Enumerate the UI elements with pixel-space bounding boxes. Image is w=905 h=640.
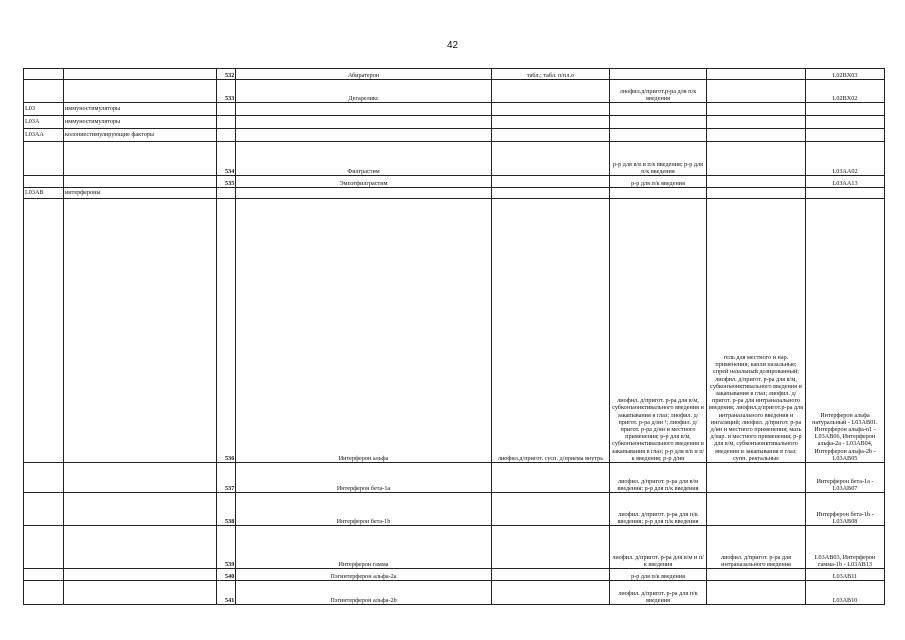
atc-cell (806, 188, 885, 199)
form-2-cell (610, 188, 707, 199)
item-number: 535 (217, 176, 236, 188)
form-column-2: лиофил. д/пригот. р-ра для в/м, субконъюнктивального введения и закапывания в глаз; лиофил. д/пригот. р-ра д/ин ¹; лиофил. д/пригот. р-ра д/ин и местного применения; р-р для в/м, субконъюнктивального введения и закапывания в глаз; р-р для в/в и п/к введения; р-р д/ин (610, 199, 707, 463)
drug-row (24, 80, 885, 103)
form-column-3: гель для местного и нар. применения; капли назальные; спрей назальный дозированный; лиофил. д/пригот. р-ра для в/м, субконъюнктивального введения и закапывания в глаз; лиофил. д/пригот. р-ра для интраназального введения; лиофил.д/пригот.р-ра для интраназального введения и ингаляций; лиофил. д/пригот. р-ра д/ин и местного применения; мазь д/нар. и местного применения; р-р для в/м, субконъюнктивального введения и закапывания в глаз; супп. ректальные (707, 199, 806, 463)
group-row (24, 116, 885, 129)
drug-row (24, 526, 885, 569)
atc-group-code: L03AB (24, 188, 64, 199)
group-row (24, 129, 885, 142)
form-1-cell (492, 188, 610, 199)
form-column-3 (707, 142, 806, 176)
form-column-2 (610, 69, 707, 80)
atc-code: L02BX02 (806, 80, 885, 103)
atc-code: L03AB03, Интерферон гамма-1b - L03AB13 (806, 526, 885, 569)
drug-name: Филграстим (236, 142, 492, 176)
drug-table-body (24, 69, 885, 605)
drug-name-cell (236, 188, 492, 199)
form-2-cell (610, 129, 707, 142)
form-column-2: р-р для п/к введения (610, 176, 707, 188)
atc-code: L02BX03 (806, 69, 885, 80)
num-cell (217, 103, 236, 116)
num-cell (217, 188, 236, 199)
form-column-3 (707, 569, 806, 581)
atc-group-code (24, 493, 64, 526)
drug-name: Дегареликс (236, 80, 492, 103)
form-column-1 (492, 142, 610, 176)
item-number: 539 (217, 526, 236, 569)
form-column-3 (707, 80, 806, 103)
atc-cell (806, 116, 885, 129)
atc-group-name: колониестимулирующие факторы (64, 129, 217, 142)
atc-group-code (24, 80, 64, 103)
atc-group-name: иммуностимуляторы (64, 103, 217, 116)
form-column-2: р-р для п/к введения (610, 569, 707, 581)
num-cell (217, 116, 236, 129)
drug-name: Эмпэгфилграстим (236, 176, 492, 188)
form-column-2: лиофил. д/пригот. р-ра для п/к введения; р-р для п/к введения (610, 493, 707, 526)
form-column-3 (707, 581, 806, 605)
drug-name: Пэгинтерферон альфа-2a (236, 569, 492, 581)
atc-code: L03AA02 (806, 142, 885, 176)
atc-group-code (24, 581, 64, 605)
atc-code: Интерферон альфа натуральный - L03AB01. Интерферон альфа-n1 - L03AB06, Интерферон альфа-2a - L03AB04, Интерферон альфа-2b - L03AB05 (806, 199, 885, 463)
form-column-1 (492, 493, 610, 526)
drug-row (24, 176, 885, 188)
drug-row (24, 69, 885, 80)
atc-group-code (24, 142, 64, 176)
atc-group-name (64, 80, 217, 103)
atc-code: L03AB10 (806, 581, 885, 605)
drug-name-cell (236, 116, 492, 129)
drug-row (24, 463, 885, 493)
drug-name-cell (236, 129, 492, 142)
group-row (24, 103, 885, 116)
atc-group-name (64, 526, 217, 569)
drug-row (24, 581, 885, 605)
atc-code: Интерферон бета-1a - L03AB07 (806, 463, 885, 493)
drug-name: Интерферон гамма (236, 526, 492, 569)
atc-group-name: иммуностимуляторы (64, 116, 217, 129)
form-column-3 (707, 463, 806, 493)
drug-row (24, 142, 885, 176)
atc-group-name (64, 569, 217, 581)
drug-row (24, 569, 885, 581)
atc-group-code: L03 (24, 103, 64, 116)
atc-group-code: L03A (24, 116, 64, 129)
form-1-cell (492, 103, 610, 116)
atc-group-name (64, 142, 217, 176)
drug-name: Абиратерон (236, 69, 492, 80)
item-number: 536 (217, 199, 236, 463)
form-column-1 (492, 463, 610, 493)
atc-cell (806, 129, 885, 142)
form-column-3 (707, 176, 806, 188)
form-3-cell (707, 116, 806, 129)
atc-group-code (24, 526, 64, 569)
form-column-3 (707, 69, 806, 80)
drug-name: Пэгинтерферон альфа-2b (236, 581, 492, 605)
form-2-cell (610, 116, 707, 129)
atc-group-code (24, 199, 64, 463)
form-column-1: табл.; табл. п/пл.о (492, 69, 610, 80)
form-column-3: лиофил. д/пригот. р-ра для интраназального введения (707, 526, 806, 569)
drug-table (23, 68, 885, 605)
item-number: 533 (217, 80, 236, 103)
form-2-cell (610, 103, 707, 116)
form-column-3 (707, 493, 806, 526)
form-3-cell (707, 188, 806, 199)
form-column-1 (492, 581, 610, 605)
drug-name-cell (236, 103, 492, 116)
atc-group-name (64, 493, 217, 526)
num-cell (217, 129, 236, 142)
drug-name: Интерферон бета-1a (236, 463, 492, 493)
form-column-1 (492, 176, 610, 188)
form-column-2: р-р для в/в и п/к введения; р-р для п/к введения (610, 142, 707, 176)
item-number: 541 (217, 581, 236, 605)
drug-name: Интерферон альфа (236, 199, 492, 463)
atc-group-name (64, 199, 217, 463)
atc-group-name (64, 581, 217, 605)
atc-group-code (24, 569, 64, 581)
atc-code: L03AA13 (806, 176, 885, 188)
atc-group-name: интерфероны (64, 188, 217, 199)
atc-group-code (24, 69, 64, 80)
form-column-2: лиофил. д/пригот. р-ра для в/м и п/к введения (610, 526, 707, 569)
drug-name: Интерферон бета-1b (236, 493, 492, 526)
form-column-2: лиофил. д/пригот. р-ра для п/к введения (610, 581, 707, 605)
atc-cell (806, 103, 885, 116)
atc-group-name (64, 176, 217, 188)
form-column-1 (492, 526, 610, 569)
drug-row (24, 493, 885, 526)
form-column-1: лиофил.д/пригот. сусп. д/приема внутрь (492, 199, 610, 463)
form-column-2: лиофил.д/пригот.р-ра для п/к введения (610, 80, 707, 103)
atc-group-name (64, 463, 217, 493)
drug-row (24, 199, 885, 463)
atc-code: L03AB11 (806, 569, 885, 581)
item-number: 537 (217, 463, 236, 493)
form-column-1 (492, 569, 610, 581)
form-column-2: лиофил. д/пригот. р-ра для в/м введения; р-р для п/к введения (610, 463, 707, 493)
page-number: 42 (446, 40, 459, 51)
item-number: 534 (217, 142, 236, 176)
item-number: 532 (217, 69, 236, 80)
atc-code: Интерферон бета-1b - L03AB08 (806, 493, 885, 526)
atc-group-code (24, 463, 64, 493)
form-column-1 (492, 80, 610, 103)
group-row (24, 188, 885, 199)
item-number: 540 (217, 569, 236, 581)
form-1-cell (492, 116, 610, 129)
atc-group-code: L03AA (24, 129, 64, 142)
form-3-cell (707, 103, 806, 116)
atc-group-name (64, 69, 217, 80)
atc-group-code (24, 176, 64, 188)
item-number: 538 (217, 493, 236, 526)
form-1-cell (492, 129, 610, 142)
form-3-cell (707, 129, 806, 142)
